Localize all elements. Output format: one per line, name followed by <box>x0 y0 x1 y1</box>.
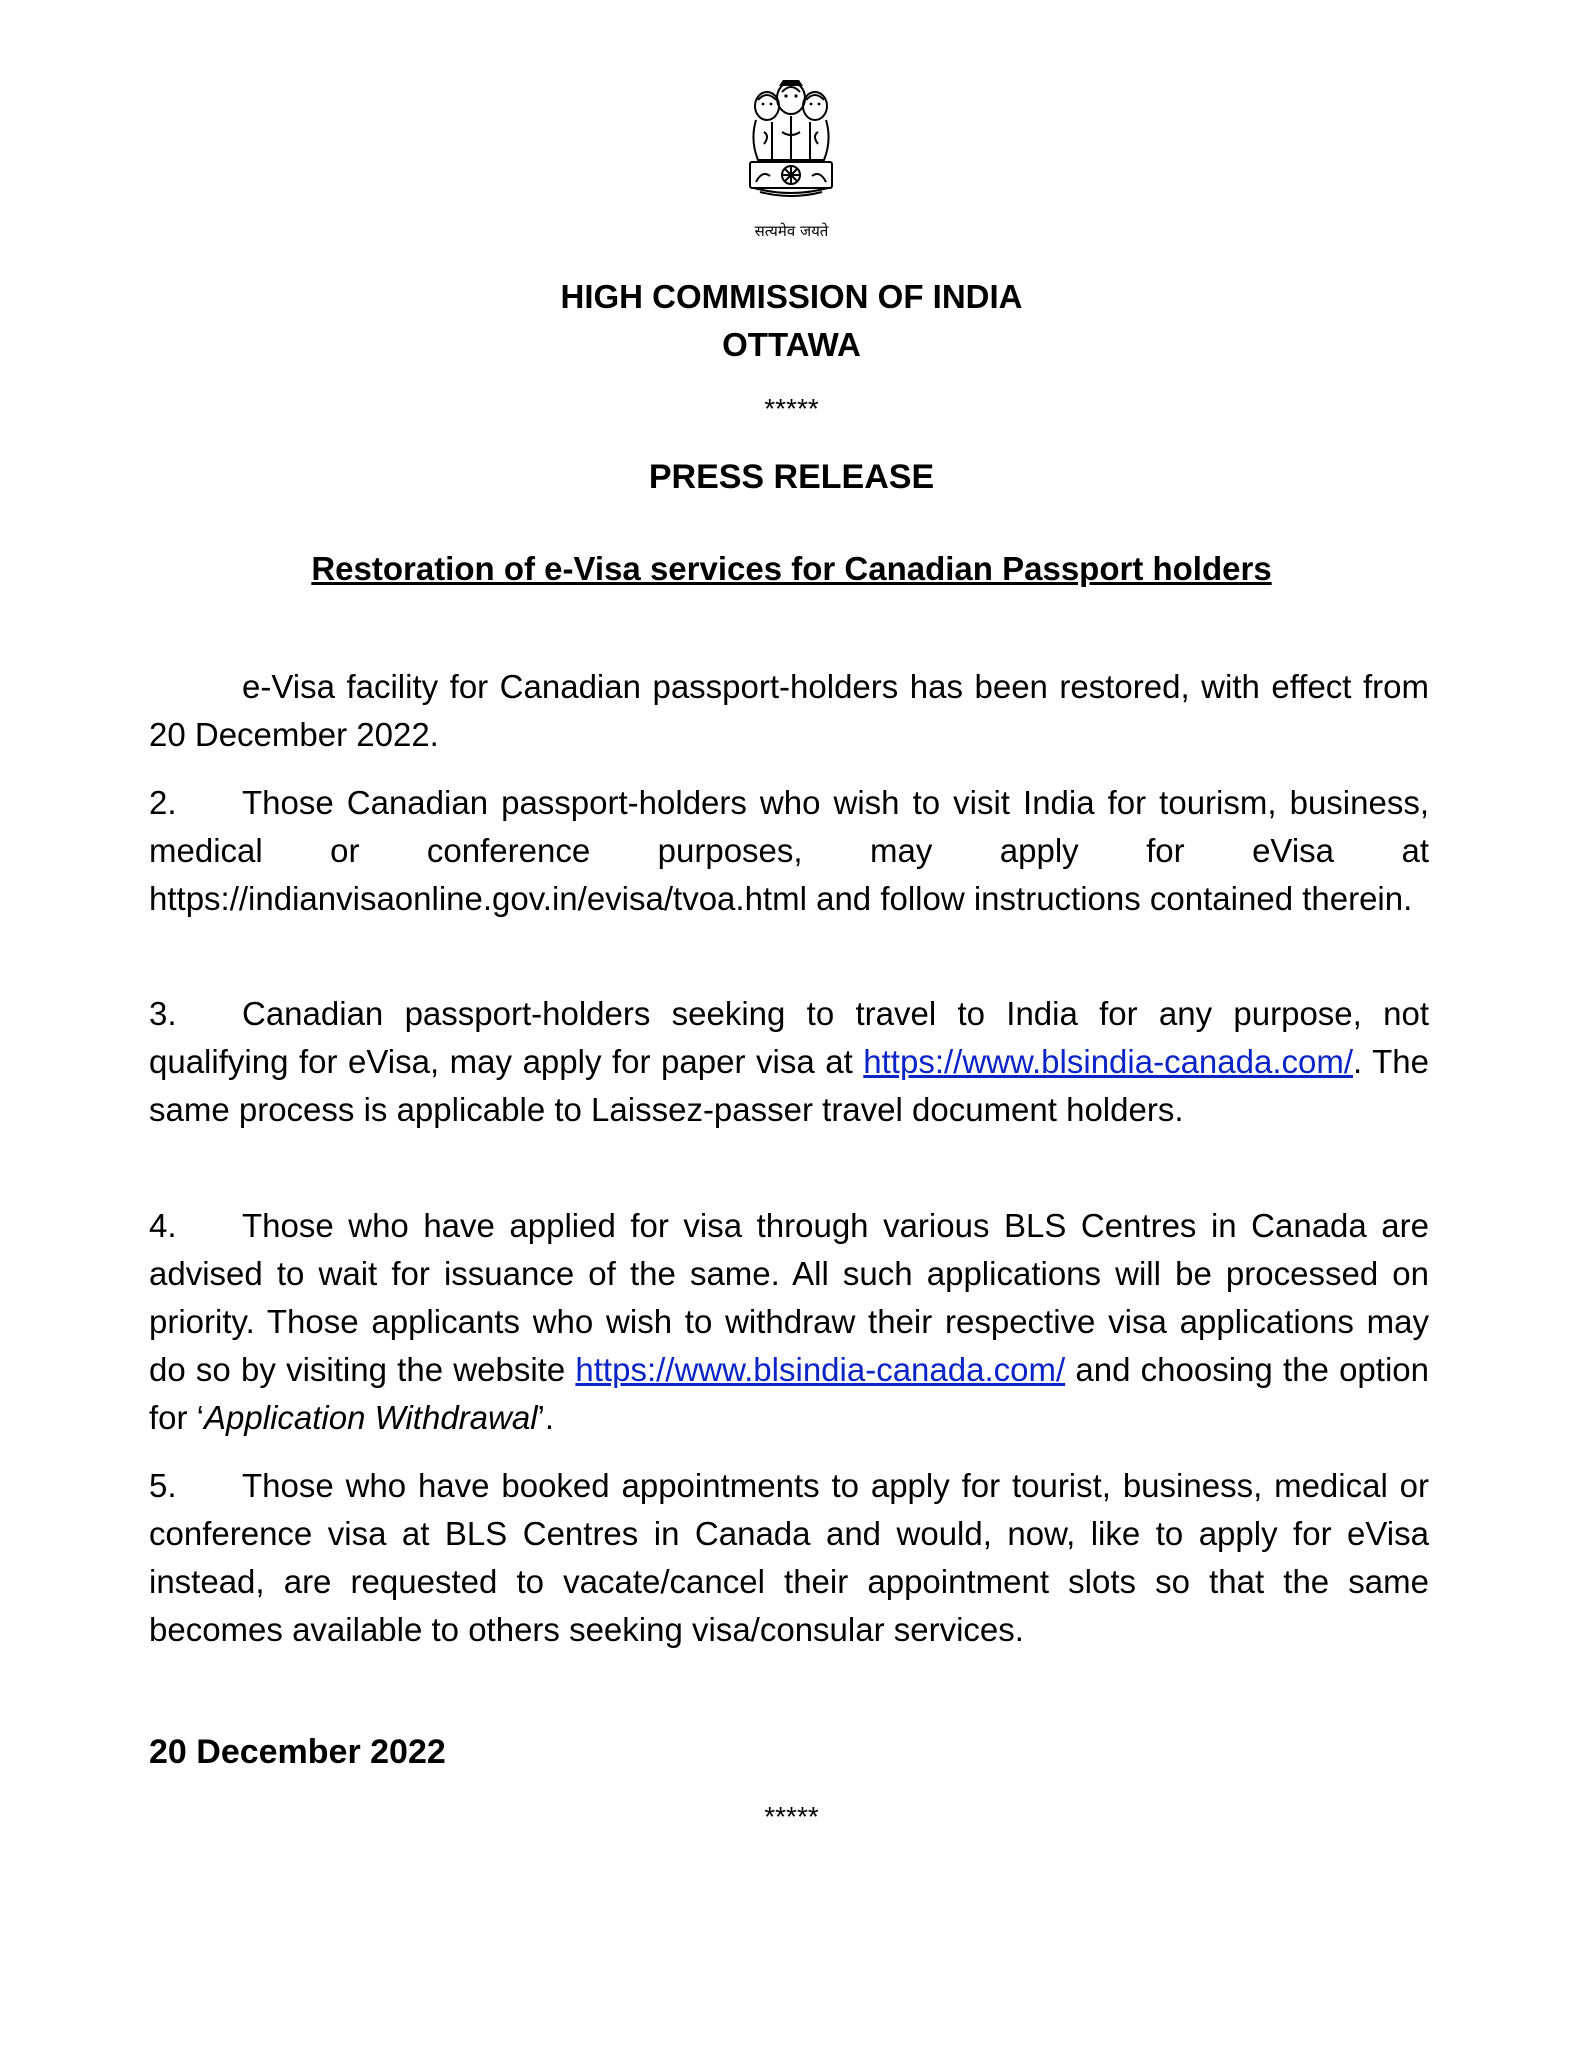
separator-top: ***** <box>764 393 819 424</box>
paragraph-3 <box>149 990 1429 1134</box>
paragraph-4-text-after: ’. <box>537 1399 555 1436</box>
paragraph-4-text-before: Those who have applied for visa through various BLS Centres in Canada are advised to wait for issuance of the same. All such applications will be processed on priority. Those applicants who wish to withdraw their respective visa applications may do so by visiting the website <box>149 1207 1429 1388</box>
paragraph-number: 3. <box>149 995 177 1032</box>
paragraph-2 <box>149 779 1429 923</box>
paragraph-number: 4. <box>149 1207 177 1244</box>
paragraph-4-text-mid: and choosing the option for ‘ <box>149 1351 1429 1436</box>
document-type: PRESS RELEASE <box>648 458 935 496</box>
organization-name <box>0 273 1583 369</box>
ashoka-emblem-icon <box>742 72 840 240</box>
subject-heading: Restoration of e-Visa services for Canadian Passport holders <box>311 550 1272 587</box>
paragraph-5 <box>149 1462 1429 1654</box>
org-line-2: OTTAWA <box>722 326 861 363</box>
paragraph-number: 5. <box>149 1467 177 1504</box>
paragraph-1 <box>149 663 1429 759</box>
bls-website-link[interactable]: https://www.blsindia-canada.com/ <box>863 1043 1354 1080</box>
paragraph-3-text-before: Canadian passport-holders seeking to travel to India for any purpose, not qualifying for eVisa, may apply for paper visa at <box>149 995 1429 1080</box>
org-line-1: HIGH COMMISSION OF INDIA <box>560 278 1023 315</box>
paragraph-2-text: Those Canadian passport-holders who wish to visit India for tourism, business, medical or conference purposes, may apply for eVisa at https://indianvisaonline.gov.in/evisa/tvoa.html and follow instructions contained therein. <box>149 784 1429 917</box>
paragraph-5-text: Those who have booked appointments to apply for tourist, business, medical or conference visa at BLS Centres in Canada and would, now, like to apply for eVisa instead, are requested to vacate/cancel their appointment slots so that the same becomes available to others seeking visa/consular services. <box>149 1467 1429 1648</box>
paragraph-4 <box>149 1202 1429 1442</box>
application-withdrawal-text: Application Withdrawal <box>204 1399 538 1436</box>
emblem-motto: सत्यमेव जयते <box>754 222 829 240</box>
bls-website-link[interactable]: https://www.blsindia-canada.com/ <box>575 1351 1066 1388</box>
paragraph-3-text-after: . The same process is applicable to Laissez-passer travel document holders. <box>149 1043 1429 1128</box>
separator-bottom: ***** <box>764 1801 819 1832</box>
release-date: 20 December 2022 <box>149 1733 446 1771</box>
paragraph-number: 2. <box>149 784 177 821</box>
paragraph-1-text: e-Visa facility for Canadian passport-holders has been restored, with effect from 20 December 2022. <box>149 668 1429 753</box>
